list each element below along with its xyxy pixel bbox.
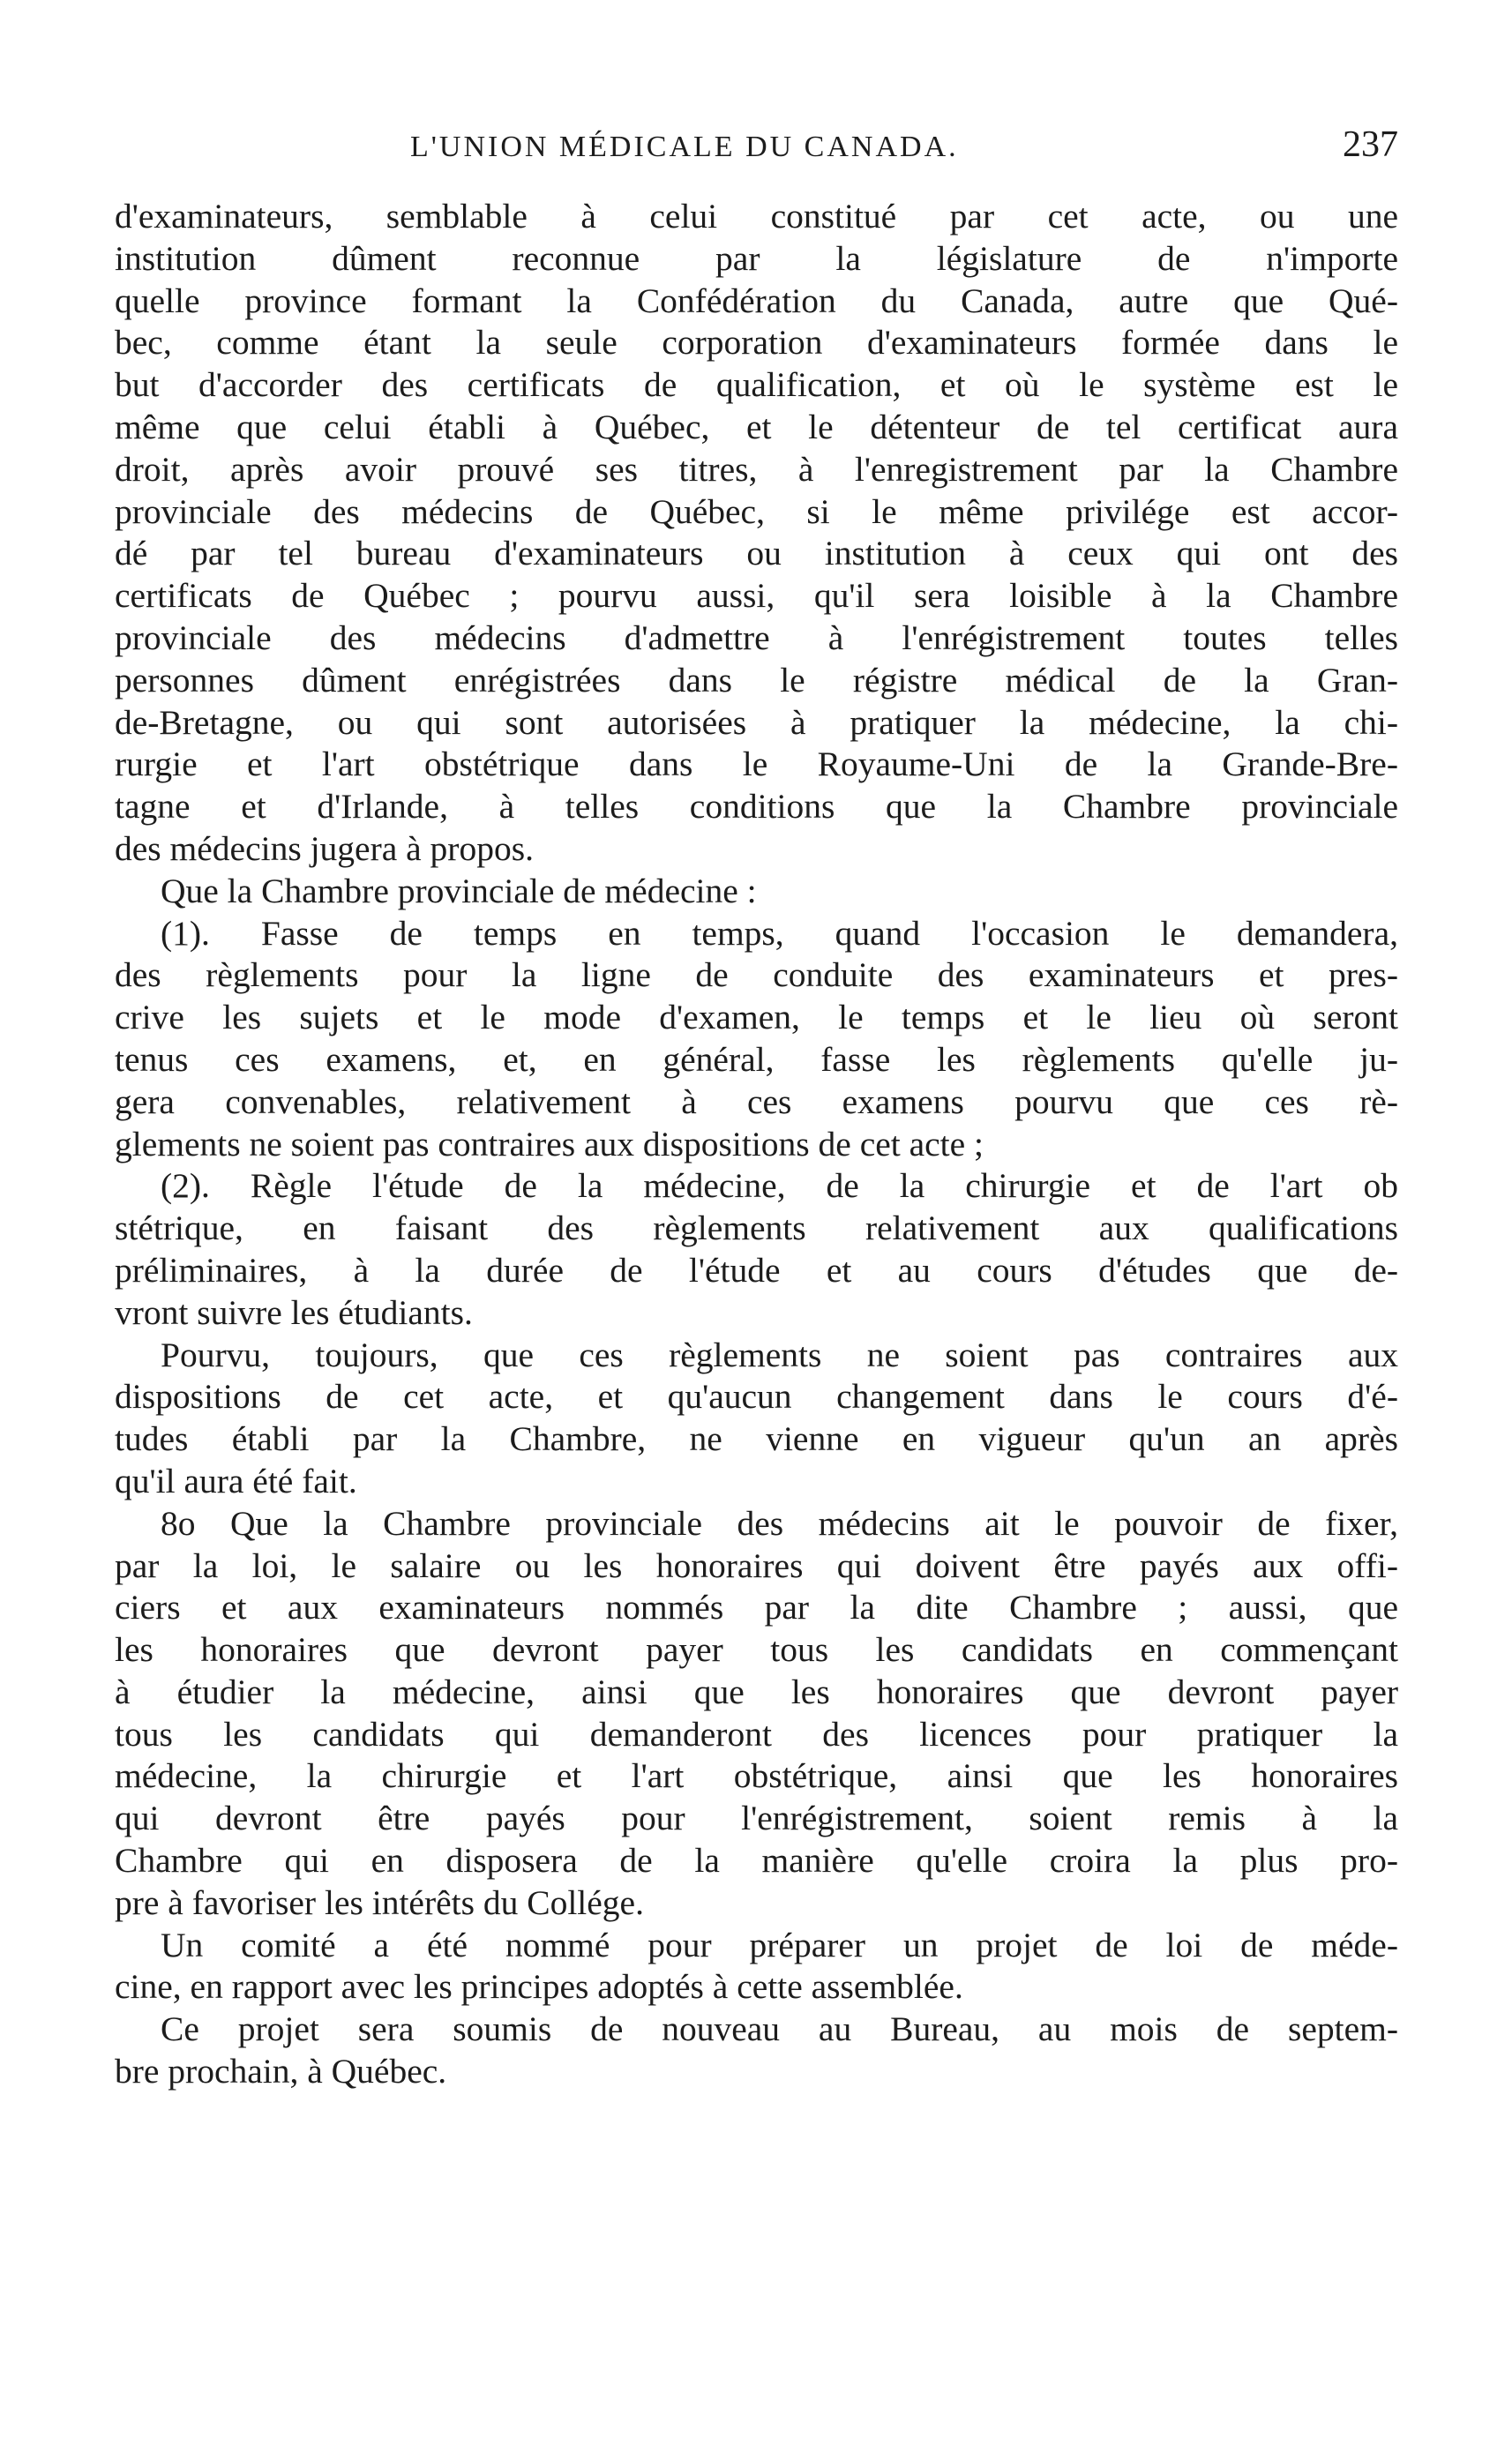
text-line: par la loi, le salaire ou les honoraires qui doivent être payés aux offi-	[115, 1545, 1398, 1585]
text-line: bre prochain, à Québec.	[115, 2052, 447, 2091]
text-line: tudes établi par la Chambre, ne vienne en vigueur qu'un an après	[115, 1419, 1398, 1459]
text-line: quelle province formant la Confédération du Canada, autre que Qué-	[115, 281, 1398, 320]
text-line: à étudier la médecine, ainsi que les honoraires que devront payer	[115, 1672, 1398, 1711]
text-line: d'examinateurs, semblable à celui constitué par cet acte, ou une	[115, 197, 1398, 236]
text-line: des médecins jugera à propos.	[115, 828, 534, 868]
text-line: bec, comme étant la seule corporation d'examinateurs formée dans le	[115, 323, 1398, 363]
text-line: qu'il aura été fait.	[115, 1461, 357, 1500]
text-line: dispositions de cet acte, et qu'aucun changement dans le cours d'é-	[115, 1377, 1398, 1417]
text-line: vront suivre les étudiants.	[115, 1292, 473, 1332]
text-line: certificats de Québec ; pourvu aussi, qu'il sera loisible à la Chambre	[115, 576, 1398, 616]
text-line: pre à favoriser les intérêts du Collége.	[115, 1882, 644, 1922]
text-line: tenus ces examens, et, en général, fasse les règlements qu'elle ju-	[115, 1039, 1398, 1079]
text-line: personnes dûment enrégistrées dans le régistre médical de la Gran-	[115, 660, 1398, 700]
page-header	[119, 123, 1398, 176]
text-line: dé par tel bureau d'examinateurs ou institution à ceux qui ont des	[115, 534, 1398, 573]
text-line: crive les sujets et le mode d'examen, le temps et le lieu où seront	[115, 998, 1398, 1037]
text-line: préliminaires, à la durée de l'étude et au cours d'études que de-	[115, 1250, 1398, 1290]
text-line: Un comité a été nommé pour préparer un projet de loi de méde-	[161, 1925, 1398, 1964]
text-line: droit, après avoir prouvé ses titres, à l'enregistrement par la Chambre	[115, 449, 1398, 489]
text-line: 8o Que la Chambre provinciale des médecins ait le pouvoir de fixer,	[161, 1503, 1398, 1543]
text-line: Que la Chambre provinciale de médecine :	[161, 871, 757, 910]
text-line: tous les candidats qui demanderont des licences pour pratiquer la	[115, 1714, 1398, 1754]
text-line: provinciale des médecins de Québec, si le même privilége est accor-	[115, 491, 1398, 531]
article-body	[115, 196, 1398, 2093]
text-line: Pourvu, toujours, que ces règlements ne soient pas contraires aux	[161, 1335, 1398, 1374]
page-number: 237	[1343, 124, 1398, 165]
text-line: (1). Fasse de temps en temps, quand l'occasion le demandera,	[161, 913, 1398, 953]
text-line: de-Bretagne, ou qui sont autorisées à pratiquer la médecine, la chi-	[115, 702, 1398, 742]
text-line: tagne et d'Irlande, à telles conditions que la Chambre provinciale	[115, 787, 1398, 827]
text-line: gera convenables, relativement à ces examens pourvu que ces rè-	[115, 1081, 1398, 1121]
text-line: cine, en rapport avec les principes adoptés à cette assemblée.	[115, 1967, 963, 2007]
text-line: glements ne soient pas contraires aux dispositions de cet acte ;	[115, 1124, 984, 1163]
text-line: (2). Règle l'étude de la médecine, de la chirurgie et de l'art ob	[161, 1166, 1398, 1206]
text-line: stétrique, en faisant des règlements relativement aux qualifications	[115, 1208, 1398, 1248]
running-title: L'UNION MÉDICALE DU CANADA.	[410, 131, 959, 163]
text-line: Ce projet sera soumis de nouveau au Bureau, au mois de septem-	[161, 2009, 1398, 2049]
text-line: rurgie et l'art obstétrique dans le Royaume-Uni de la Grande-Bre-	[115, 744, 1398, 784]
text-line: provinciale des médecins d'admettre à l'enrégistrement toutes telles	[115, 617, 1398, 657]
text-line: institution dûment reconnue par la législature de n'importe	[115, 238, 1398, 278]
text-line: médecine, la chirurgie et l'art obstétrique, ainsi que les honoraires	[115, 1756, 1398, 1796]
text-line: but d'accorder des certificats de qualification, et où le système est le	[115, 365, 1398, 405]
text-line: même que celui établi à Québec, et le détenteur de tel certificat aura	[115, 407, 1398, 446]
text-line: ciers et aux examinateurs nommés par la dite Chambre ; aussi, que	[115, 1588, 1398, 1627]
text-line: des règlements pour la ligne de conduite des examinateurs et pres-	[115, 955, 1398, 995]
text-line: les honoraires que devront payer tous les candidats en commençant	[115, 1630, 1398, 1670]
text-line: qui devront être payés pour l'enrégistrement, soient remis à la	[115, 1799, 1398, 1838]
text-line: Chambre qui en disposera de la manière qu'elle croira la plus pro-	[115, 1841, 1398, 1881]
